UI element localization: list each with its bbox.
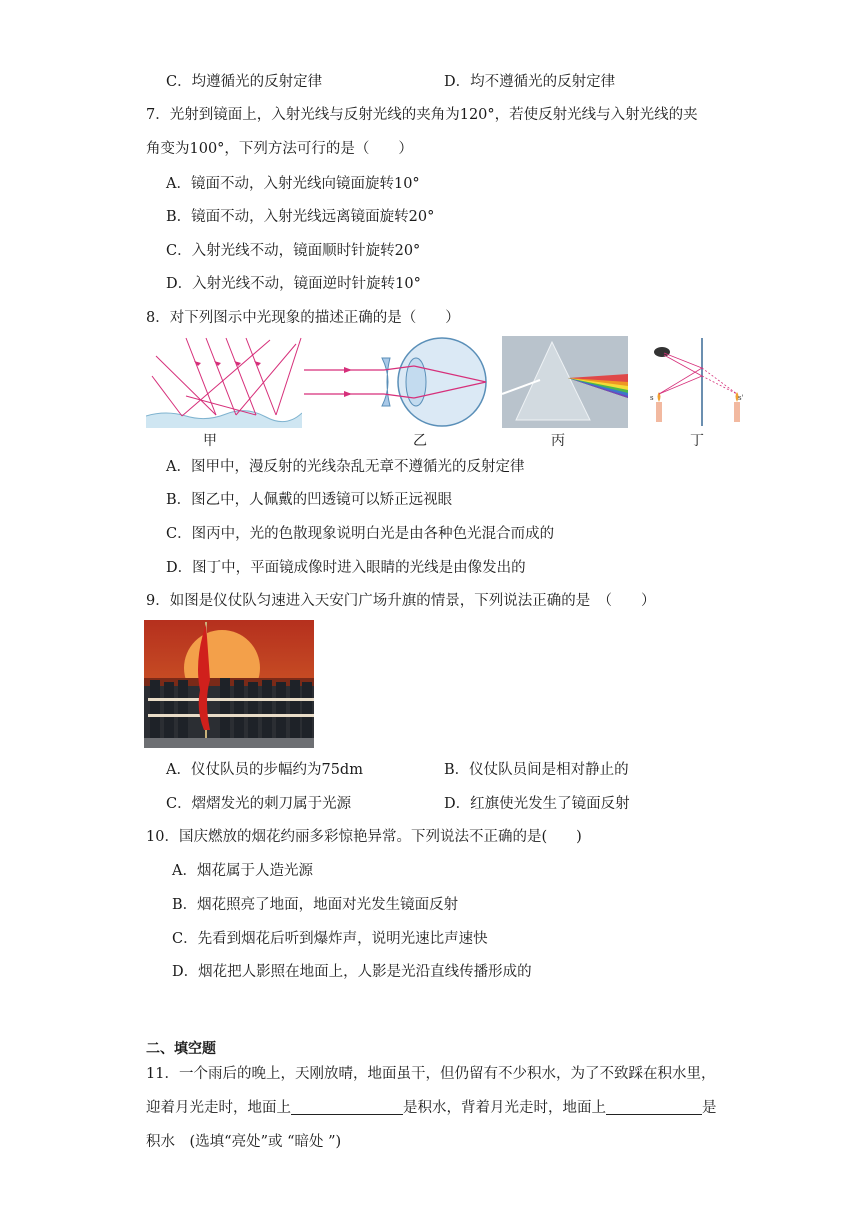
q6-option-c: C．均遵循光的反射定律: [166, 74, 323, 90]
q7-option-c: C．入射光线不动，镜面顺时针旋转20°: [166, 243, 421, 259]
q11-text-part1: 迎着月光走时，地面上: [146, 1100, 291, 1116]
q10-option-a: A．烟花属于人造光源: [172, 863, 313, 879]
q8-option-d: D．图丁中，平面镜成像时进入眼睛的光线是由像发出的: [166, 560, 526, 576]
figure-yi-caption: 乙: [413, 433, 427, 449]
q7-option-a: A．镜面不动，入射光线向镜面旋转10°: [166, 176, 420, 192]
q9-stem: 9．如图是仪仗队匀速进入天安门广场升旗的情景，下列说法正确的是 （ ）: [146, 593, 656, 609]
q6-option-d: D．均不遵循光的反射定律: [444, 74, 616, 90]
q10-option-c: C．先看到烟花后听到爆炸声，说明光速比声速快: [172, 931, 488, 947]
figure-ding-caption: 丁: [690, 433, 704, 449]
figure-ding-plane-mirror: [646, 336, 746, 428]
q10-stem: 10．国庆燃放的烟花约丽多彩惊艳异常。下列说法不正确的是( ): [146, 829, 582, 845]
honor-guard-photo: [144, 620, 314, 748]
q8-option-a: A．图甲中，漫反射的光线杂乱无章不遵循光的反射定律: [166, 459, 525, 475]
figure-bing-prism: [502, 336, 628, 428]
q7-stem-line1: 7．光射到镜面上，入射光线与反射光线的夹角为120°，若使反射光线与入射光线的夹: [146, 107, 698, 123]
q9-option-b: B．仪仗队员间是相对静止的: [444, 762, 629, 778]
q8-stem: 8．对下列图示中光现象的描述正确的是（ ）: [146, 310, 460, 326]
q8-option-c: C．图丙中，光的色散现象说明白光是由各种色光混合而成的: [166, 526, 555, 542]
q11-line1: 11．一个雨后的晚上，天刚放晴，地面虽干，但仍留有不少积水，为了不致踩在积水里，: [146, 1066, 716, 1082]
q8-option-b: B．图乙中，人佩戴的凹透镜可以矫正远视眼: [166, 492, 453, 508]
figure-jia-diffuse-reflection: [146, 336, 302, 428]
q11-blank-1[interactable]: [291, 1100, 403, 1115]
q9-option-a: A．仪仗队员的步幅约为75dm: [166, 762, 363, 778]
q7-stem-line2: 角变为100°，下列方法可行的是（ ）: [146, 141, 413, 157]
figure-yi-eye-lens: [304, 336, 490, 428]
figure-ding-label-s-prime: s': [738, 394, 744, 402]
figure-bing-caption: 丙: [551, 433, 565, 449]
q10-option-d: D．烟花把人影照在地面上，人影是光沿直线传播形成的: [172, 964, 532, 980]
q9-option-c: C．熠熠发光的刺刀属于光源: [166, 796, 352, 812]
q11-line3: 积水 (选填“亮处”或 “暗处 ”): [146, 1134, 342, 1150]
q11-text-part3: 是: [702, 1100, 717, 1116]
q11-blank-2[interactable]: [606, 1100, 702, 1115]
section-heading-fill-in: 二、填空题: [146, 1041, 216, 1057]
q11-line2: [146, 1098, 717, 1118]
q7-option-d: D．入射光线不动，镜面逆时针旋转10°: [166, 276, 421, 292]
q11-text-part2: 是积水，背着月光走时，地面上: [403, 1100, 606, 1116]
q7-option-b: B．镜面不动，入射光线远离镜面旋转20°: [166, 209, 435, 225]
figure-ding-label-s: s: [650, 394, 654, 402]
q10-option-b: B．烟花照亮了地面，地面对光发生镜面反射: [172, 897, 459, 913]
figure-jia-caption: 甲: [203, 433, 217, 449]
q9-option-d: D．红旗使光发生了镜面反射: [444, 796, 630, 812]
